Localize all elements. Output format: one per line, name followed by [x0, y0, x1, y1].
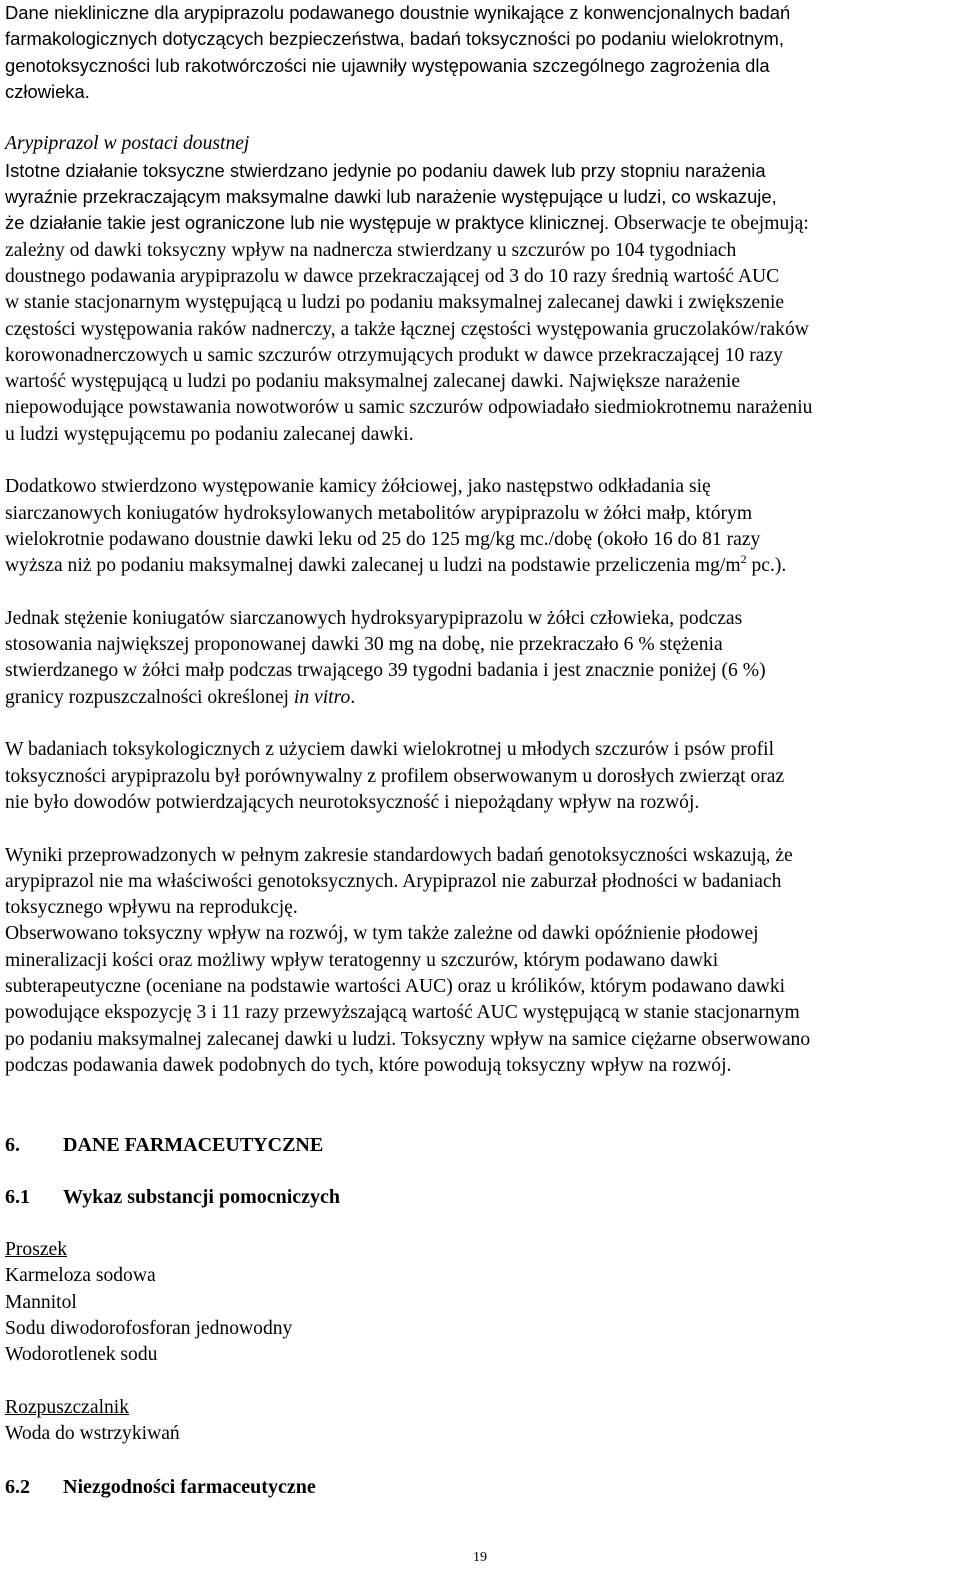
section-6-2-heading [5, 1474, 955, 1500]
text-fragment: pc.). [746, 555, 787, 577]
juvenile-paragraph [5, 737, 955, 816]
genotoxicity-paragraph [5, 843, 955, 1080]
list-item: Mannitol [5, 1291, 77, 1313]
text-line: Dane niekliniczne dla arypiprazolu podawanego doustnie wynikające z konwencjonalnych badań [5, 2, 791, 23]
section-6-1-heading [5, 1184, 955, 1210]
text-line: doustnego podawania arypiprazolu w dawce przekraczającej od 3 do 10 razy średnią wartość AUC [5, 265, 780, 287]
text-line: częstości występowania raków nadnerczy, a także łącznej częstości występowania gruczolaków/raków [5, 318, 809, 340]
spacer [5, 1211, 955, 1237]
text-line: Obserwowano toksyczny wpływ na rozwój, w tym także zależne od dawki opóźnienie płodowej [5, 923, 759, 945]
page-number: 19 [473, 1550, 487, 1565]
solvent-label: Rozpuszczalnik [5, 1396, 130, 1418]
list-item: Sodu diwodorofosforan jednowodny [5, 1317, 293, 1339]
text-line: stwierdzanego w żółci małp podczas trwającego 39 tygodni badania i jest znacznie poniżej (6 %) [5, 660, 766, 682]
excipients-solvent [5, 1395, 955, 1448]
text-fragment: Obserwacje te obejmują: [609, 213, 809, 235]
text-fragment: wyższa niż po podaniu maksymalnej dawki zalecanej u ludzi na podstawie przeliczenia mg/m [5, 555, 741, 577]
section-title: DANE FARMACEUTYCZNE [63, 1133, 324, 1156]
list-item: Karmeloza sodowa [5, 1265, 156, 1287]
spacer [5, 1105, 955, 1131]
section-title: Wykaz substancji pomocniczych [63, 1186, 341, 1209]
text-line: Istotne działanie toksyczne stwierdzano jedynie po podaniu dawek lub przy stopniu narażenia [5, 159, 766, 181]
text-line: arypiprazol nie ma właściwości genotoksycznych. Arypiprazol nie zaburzał płodności w badaniach [5, 870, 782, 892]
text-fragment: granicy rozpuszczalności określonej [5, 686, 294, 708]
text-fragment: że działanie takie jest ograniczone lub nie występuje w praktyce klinicznej. [5, 212, 610, 234]
text-line: subterapeutyczne (oceniane na podstawie wartości AUC) oraz u królików, którym podawano dawki [5, 975, 786, 997]
spacer [5, 448, 955, 474]
oral-subtitle: Arypiprazol w postaci doustnej [5, 133, 250, 155]
section-number: 6. [5, 1133, 20, 1156]
document-page [5, 0, 955, 1500]
text-line: farmakologicznych dotyczących bezpieczeństwa, badań toksyczności po podaniu wielokrotnym, [5, 28, 784, 50]
text-line: niepowodujące powstawania nowotworów u samic szczurów odpowiadało siedmiokrotnemu narażeniu [5, 397, 813, 419]
section-6-heading [5, 1132, 955, 1158]
superscript: 2 [740, 552, 747, 567]
text-line: nie było dowodów potwierdzających neurotoksyczność i niepożądany wpływ na rozwój. [5, 791, 700, 813]
oral-section [5, 131, 955, 448]
spacer [5, 1079, 955, 1105]
spacer [5, 816, 955, 842]
text-line [5, 553, 955, 579]
text-line: po podaniu maksymalnej zalecanej dawki u ludzi. Toksyczny wpływ na samice ciężarne obserwowano [5, 1028, 811, 1050]
intro-paragraph [5, 0, 955, 105]
list-item: Wodorotlenek sodu [5, 1344, 158, 1366]
text-line: korowonadnerczowych u samic szczurów otrzymujących produkt w dawce przekraczającej 10 razy [5, 344, 783, 366]
human-bile-paragraph [5, 606, 955, 711]
spacer [5, 1158, 955, 1184]
text-line: genotoksyczności lub rakotwórczości nie ujawniły występowania szczególnego zagrożenia dla [5, 54, 770, 76]
text-line: W badaniach toksykologicznych z użyciem dawki wielokrotnej u młodych szczurów i psów profil [5, 739, 775, 761]
spacer [5, 1447, 955, 1473]
excipients-powder [5, 1237, 955, 1368]
spacer [5, 711, 955, 737]
text-line: wielokrotnie podawano doustnie dawki leku od 25 do 125 mg/kg mc./dobę (około 16 do 81 razy [5, 528, 761, 550]
jaundice-paragraph [5, 474, 955, 579]
text-line: Dodatkowo stwierdzono występowanie kamicy żółciowej, jako następstwo odkładania się [5, 476, 711, 498]
text-line: człowieka. [5, 80, 90, 102]
text-line: w stanie stacjonarnym występującą u ludzi po podaniu maksymalnej zalecanej dawki i zwiększenie [5, 292, 785, 314]
list-item: Woda do wstrzykiwań [5, 1423, 180, 1445]
text-line: podczas podawania dawek podobnych do tych, które powodują toksyczny wpływ na rozwój. [5, 1054, 732, 1076]
italic-fragment: in vitro [293, 686, 351, 708]
text-line [5, 685, 955, 711]
text-line: mineralizacji kości oraz możliwy wpływ teratogenny u szczurów, którym podawano dawki [5, 949, 719, 971]
text-fragment: . [350, 686, 356, 708]
text-line: powodujące ekspozycję 3 i 11 razy przewyższającą wartość AUC występującą w stanie stacjonarnym [5, 1002, 800, 1024]
text-line: Wyniki przeprowadzonych w pełnym zakresie standardowych badań genotoksyczności wskazują, że [5, 844, 793, 866]
spacer [5, 105, 955, 131]
text-line: wyraźnie przekraczającym maksymalne dawki lub narażenie występujące u ludzi, co wskazuje, [5, 186, 777, 208]
spacer [5, 1368, 955, 1394]
text-line: toksycznego wpływu na reprodukcję. [5, 897, 298, 919]
section-number: 6.1 [5, 1186, 30, 1209]
text-line: Jednak stężenie koniugatów siarczanowych hydroksyarypiprazolu w żółci człowieka, podczas [5, 607, 743, 629]
spacer [5, 580, 955, 606]
text-line: stosowania największej proponowanej dawki 30 mg na dobę, nie przekraczało 6 % stężenia [5, 634, 723, 656]
text-line [5, 210, 955, 237]
section-number: 6.2 [5, 1475, 30, 1498]
text-line: u ludzi występującemu po podaniu zalecanej dawki. [5, 423, 414, 445]
powder-label: Proszek [5, 1238, 68, 1260]
text-line: siarczanowych koniugatów hydroksylowanych metabolitów arypiprazolu w żółci małp, którym [5, 502, 753, 524]
section-title: Niezgodności farmaceutyczne [63, 1475, 316, 1498]
text-line: zależny od dawki toksyczny wpływ na nadnercza stwierdzany u szczurów po 104 tygodniach [5, 239, 737, 261]
text-line: wartość występującą u ludzi po podaniu maksymalnej zalecanej dawki. Największe narażenie [5, 371, 741, 393]
text-line: toksyczności arypiprazolu był porównywalny z profilem obserwowanym u dorosłych zwierząt oraz [5, 765, 785, 787]
